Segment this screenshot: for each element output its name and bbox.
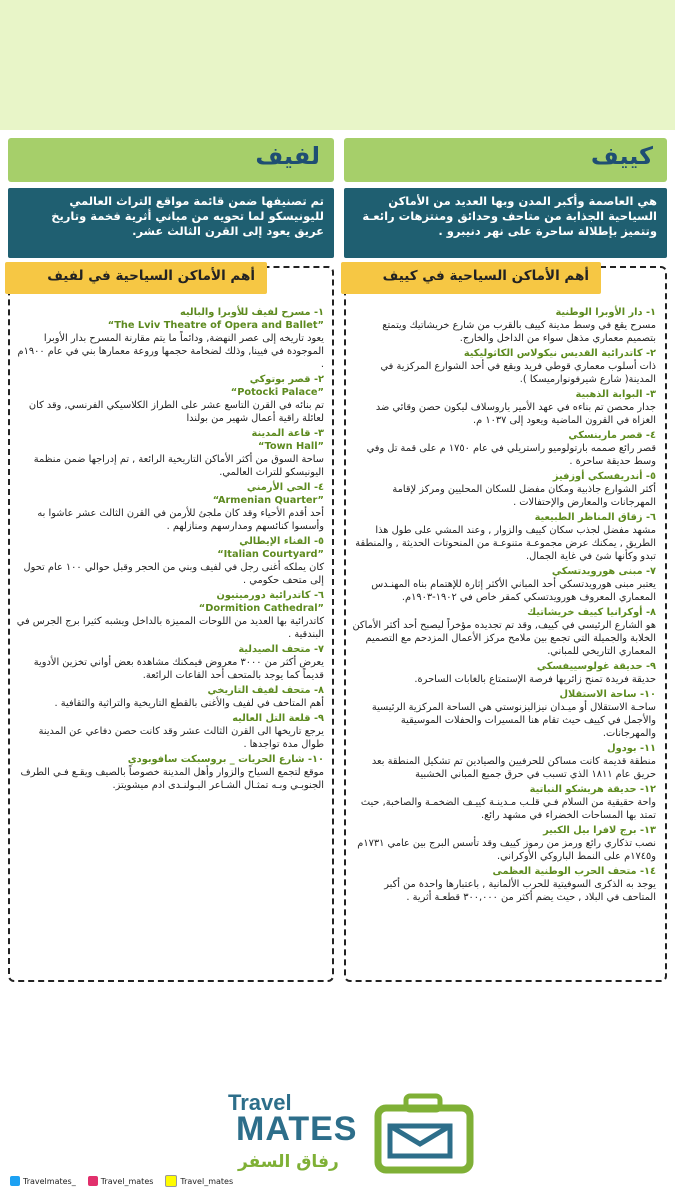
item-latin-name: “Armenian Quarter” xyxy=(212,495,324,506)
list-item xyxy=(352,660,656,686)
list-item xyxy=(16,712,324,751)
list-item xyxy=(16,753,324,792)
item-title: ٥- الفناء الإيطالي xyxy=(239,536,324,547)
item-description: مشهد مفضل لجذب سكان كييف والزوار , وعند المشي على طول هذا الطريق , يمكنك عرض مجموعـة متنوعـة من المنحوتات الحديثة , والمنطقة تبدو وكأنها شئ في غاية الجمال. xyxy=(355,525,656,562)
list-item xyxy=(352,470,656,509)
item-title: ٢- قصر بوتوكي xyxy=(249,374,324,385)
item-title: ١- مسرح لفيف للأوبرا والباليه xyxy=(179,307,324,318)
item-description: أكثر الشوارع جاذبية ومكان مفضل للسكان المحليين ومركز لإقامة المهرجانات والمعارض والإحتفالات . xyxy=(392,484,656,508)
list-item xyxy=(352,783,656,822)
item-title: ١٠- ساحة الاستقلال xyxy=(559,689,656,700)
list-item xyxy=(16,535,324,587)
twitter-handle-text: Travelmates_ xyxy=(23,1176,76,1186)
kyiv-header xyxy=(344,138,667,182)
lviv-intro: تم تصنيفها ضمن قائمة مواقع التراث العالمي لليونيسكو لما تحويه من مباني أثرية فخمة وتاريخ عريق يعود إلى القرن الثالث عشر. xyxy=(8,188,334,258)
list-item xyxy=(352,824,656,863)
kyiv-list-tag xyxy=(341,262,601,294)
list-item xyxy=(16,427,324,479)
kyiv-places-list xyxy=(352,306,656,906)
item-description: هو الشارع الرئيسي في كييف, وقد تم تجديده مؤخراً ليصبح أحد أكثر الأماكن الخلابة والجميلة التي تجمع بين ملامح مركز الأعمال المزدحم مع التصميم المعماري التاريخي للمباني. xyxy=(352,620,656,657)
item-description: يعود تاريخه إلى عصر النهضة, ودائماً ما يتم مقارنة المسرح بدار الأوبرا الموجودة في فيينا, وذلك لضخامة حجمها وروعة معمارها بني في عام ١٩٠٠م . xyxy=(17,333,324,370)
item-description: قصر رائع صممه بارتولوميو راستريلي في عام ١٧٥٠ م على قمة تل وفي وسط حديقة ساحرة . xyxy=(366,443,656,467)
social-handles xyxy=(10,1175,233,1187)
item-description: يوجد به الذكرى السوفيتية للحرب الألمانية , باعتبارها واحدة من أكبر المتاحف في البلاد , حيث يضم أكثر من ٣٠٠,٠٠٠ قطعـة أثرية . xyxy=(384,879,656,903)
item-description: أحد أقدم الأحياء وقد كان ملجئ للأرمن في القرن الثالث عشر عاشوا به وأسسوا كنائسهم ومدارسهم ومنازلهم . xyxy=(37,508,324,532)
lviv-list-tag xyxy=(5,262,267,294)
item-title: ١٤- متحف الحرب الوطنية العظمى xyxy=(492,866,656,877)
suitcase-icon xyxy=(368,1092,478,1178)
list-item xyxy=(16,306,324,371)
item-title: ٢- كاتدرائية القديس نيكولاس الكاثوليكية xyxy=(463,348,656,359)
item-title: ٣- البوابة الذهبية xyxy=(575,389,656,400)
item-title: ١٣- برج لافرا بيل الكبير xyxy=(543,825,656,836)
item-title: ٤- الحي الأرمني xyxy=(246,482,324,493)
item-description: جدار محصن تم بناءه في عهد الأمير ياروسلاف ليكون حصن وقائي ضد الغزاة في القرون الماضية ويعود إلى ١٠٣٧ م. xyxy=(375,402,656,426)
item-description: كاتدرائية بها العديد من اللوحات المميزة بالداخل ويشبه كثيرا برج الجرس في البندقية . xyxy=(16,616,324,640)
list-item xyxy=(16,481,324,533)
snapchat-handle-text: Travel_mates xyxy=(180,1176,234,1186)
logo-travel-text: Travel xyxy=(228,1090,292,1115)
item-description: ساحـة الاستقلال أو ميـدان نيزاليزنوستي هي الساحة المركزية الرئيسية والأجمل في كييف حيث تقام هنا المسيرات والحفلات الموسيقية والمهرجانات. xyxy=(371,702,656,739)
list-item xyxy=(16,589,324,641)
item-title: ٦- كاتدرائية دورميتيون xyxy=(216,590,324,601)
item-title: ٧- مبنى هورويدتسكي xyxy=(551,566,656,577)
item-title: ١٢- حديقة هريشكو النباتية xyxy=(529,784,656,795)
item-description: يعتبر مبنى هورويدتسكي أحد المباني الأكثر إثارة للإهتمام بناه المهنـدس المعماري المعروف هورويدتسكي كمقر خاص في ١٩٠٢-١٩٠٣م. xyxy=(371,579,656,603)
list-item xyxy=(352,511,656,563)
item-latin-name: “Italian Courtyard” xyxy=(217,549,324,560)
travel-mates-logo xyxy=(228,1090,478,1190)
snapchat-icon xyxy=(165,1175,177,1187)
item-latin-name: “Dormition Cathedral” xyxy=(198,603,324,614)
item-title: ٥- أندريفسكي أوزفيز xyxy=(552,471,656,482)
item-title: ٩- قلعة التل العاليه xyxy=(232,713,324,724)
item-latin-name: “Potocki Palace” xyxy=(230,387,324,398)
item-title: ١١- بودول xyxy=(607,743,656,754)
lviv-header xyxy=(8,138,334,182)
list-item xyxy=(16,684,324,710)
lviv-places-list xyxy=(16,306,324,794)
list-item xyxy=(352,347,656,386)
item-title: ٧- متحف الصيدلية xyxy=(238,644,324,655)
instagram-handle[interactable] xyxy=(88,1175,154,1187)
item-description: تم بنائه في القرن التاسع عشر على الطراز الكلاسيكي الفرنسي, وقد كان لعائلة راقية أعمال شهير من بولندا xyxy=(28,400,324,424)
item-title: ٩- حديقة غولوسييفسكي xyxy=(536,661,656,672)
top-band xyxy=(0,0,675,130)
list-item xyxy=(352,742,656,781)
list-item xyxy=(352,865,656,904)
item-description: ساحة السوق من أكثر الأماكن التاريخية الرائعة , تم إدراجها ضمن منظمة اليونيسكو للتراث العالمي. xyxy=(33,454,324,478)
list-item xyxy=(352,565,656,604)
item-title: ١٠- شارع الحريات _ بروسبكت سافوبودي xyxy=(127,754,324,765)
lviv-title: لفيف xyxy=(255,142,320,170)
list-item xyxy=(16,373,324,425)
item-title: ٨- أوكرانيا كييف خريشاتيك xyxy=(527,607,656,618)
list-item xyxy=(352,429,656,468)
item-title: ٨- متحف لفيف التاريخي xyxy=(207,685,324,696)
item-description: أهم المتاحف في لفيف والأغنى بالقطع التاريخية والتراثية والثقافية . xyxy=(54,698,324,709)
lviv-list-title: أهم الأماكن السياحية في لفيف xyxy=(47,268,255,284)
kyiv-list-title: أهم الأماكن السياحية في كييف xyxy=(382,268,589,284)
twitter-icon xyxy=(10,1176,20,1186)
item-title: ١- دار الأوبرا الوطنية xyxy=(555,307,656,318)
kyiv-intro: هي العاصمة وأكبر المدن وبها العديد من الأماكن السياحية الجذابة من متاحف وحدائق ومنتزهات رائعـة وتتميز بإطلالة ساحرة على نهر دنيبرو . xyxy=(344,188,667,258)
item-latin-name: “Town Hall” xyxy=(258,441,324,452)
item-description: يرجع تاريخها الى القرن الثالث عشر وقد كانت حصن دفاعي عن المدينة طوال مدة تواجدها . xyxy=(38,726,324,750)
list-item xyxy=(352,606,656,658)
item-description: كان يملكه أغنى رجل في لفيف وبني من الحجر وقبل حوالي ١٠٠ عام تحول إلى متحف حكومي . xyxy=(23,562,324,586)
instagram-handle-text: Travel_mates xyxy=(100,1176,154,1186)
twitter-handle[interactable] xyxy=(10,1175,76,1187)
item-description: موقع لتجمع السياح والزوار وأهل المدينة خصوصاً بالصيف ويقـع فـي الطرف الجنوبـي وبـه تمثـال الشـاعر البـولنـدى ادم ميشويتز. xyxy=(20,767,324,791)
item-description: يعرض أكثر من ٣٠٠٠ معروض فيمكنك مشاهدة بعض أواني تخزين الأدوية قديماً كما يوجد بالمتحف أحد القاعات الرائعة. xyxy=(33,657,324,681)
logo-mates-text: MATES xyxy=(236,1110,358,1148)
logo-arabic-text: رفاق السفر xyxy=(238,1152,339,1172)
item-description: ذات أسلوب معماري قوطي فريد ويقع في أحد الشوارع المركزية في المدينة( شارع شيرفونوارميسكا ). xyxy=(380,361,656,385)
snapchat-handle[interactable] xyxy=(165,1175,233,1187)
item-latin-name: “The Lviv Theatre of Opera and Ballet” xyxy=(107,320,324,331)
item-title: ٣- قاعة المدينة xyxy=(251,428,324,439)
item-description: حديقة فريدة تمنح زائريها فرصة الإستمتاع بالغابات الساحرة. xyxy=(414,674,656,685)
list-item xyxy=(16,643,324,682)
item-description: منطقة قديمة كانت مساكن للحرفيين والصيادين تم تشكيل المنطقة بعد حريق عام ١٨١١ الذي تسبب في حرق جميع المباني الخشبية xyxy=(371,756,656,780)
kyiv-title: كييف xyxy=(590,142,653,170)
item-title: ٤- قصر مارينسكي xyxy=(568,430,656,441)
list-item xyxy=(352,688,656,740)
item-description: واحة حقيقية من السلام فـي قلـب مـدينـة كييـف الضخمـة والصاخبة, حيث تمتد بها المساحات الخضراء في مشهد رائع. xyxy=(360,797,656,821)
item-description: مسرح يقع في وسط مدينة كييف بالقرب من شارع خريشاتيك ويتمتع بتصميم معماري مذهل سواء من الداخل والخارج. xyxy=(382,320,656,344)
instagram-icon xyxy=(88,1176,98,1186)
list-item xyxy=(352,306,656,345)
item-description: نصب تذكاري رائع ورمز من رموز كييف وقد تأسس البرج بين عامي ١٧٣١م و١٧٤٥م على النمط الباروكي الأوكراني. xyxy=(357,838,656,862)
item-title: ٦- زقاق المناظر الطبيعية xyxy=(534,512,656,523)
list-item xyxy=(352,388,656,427)
